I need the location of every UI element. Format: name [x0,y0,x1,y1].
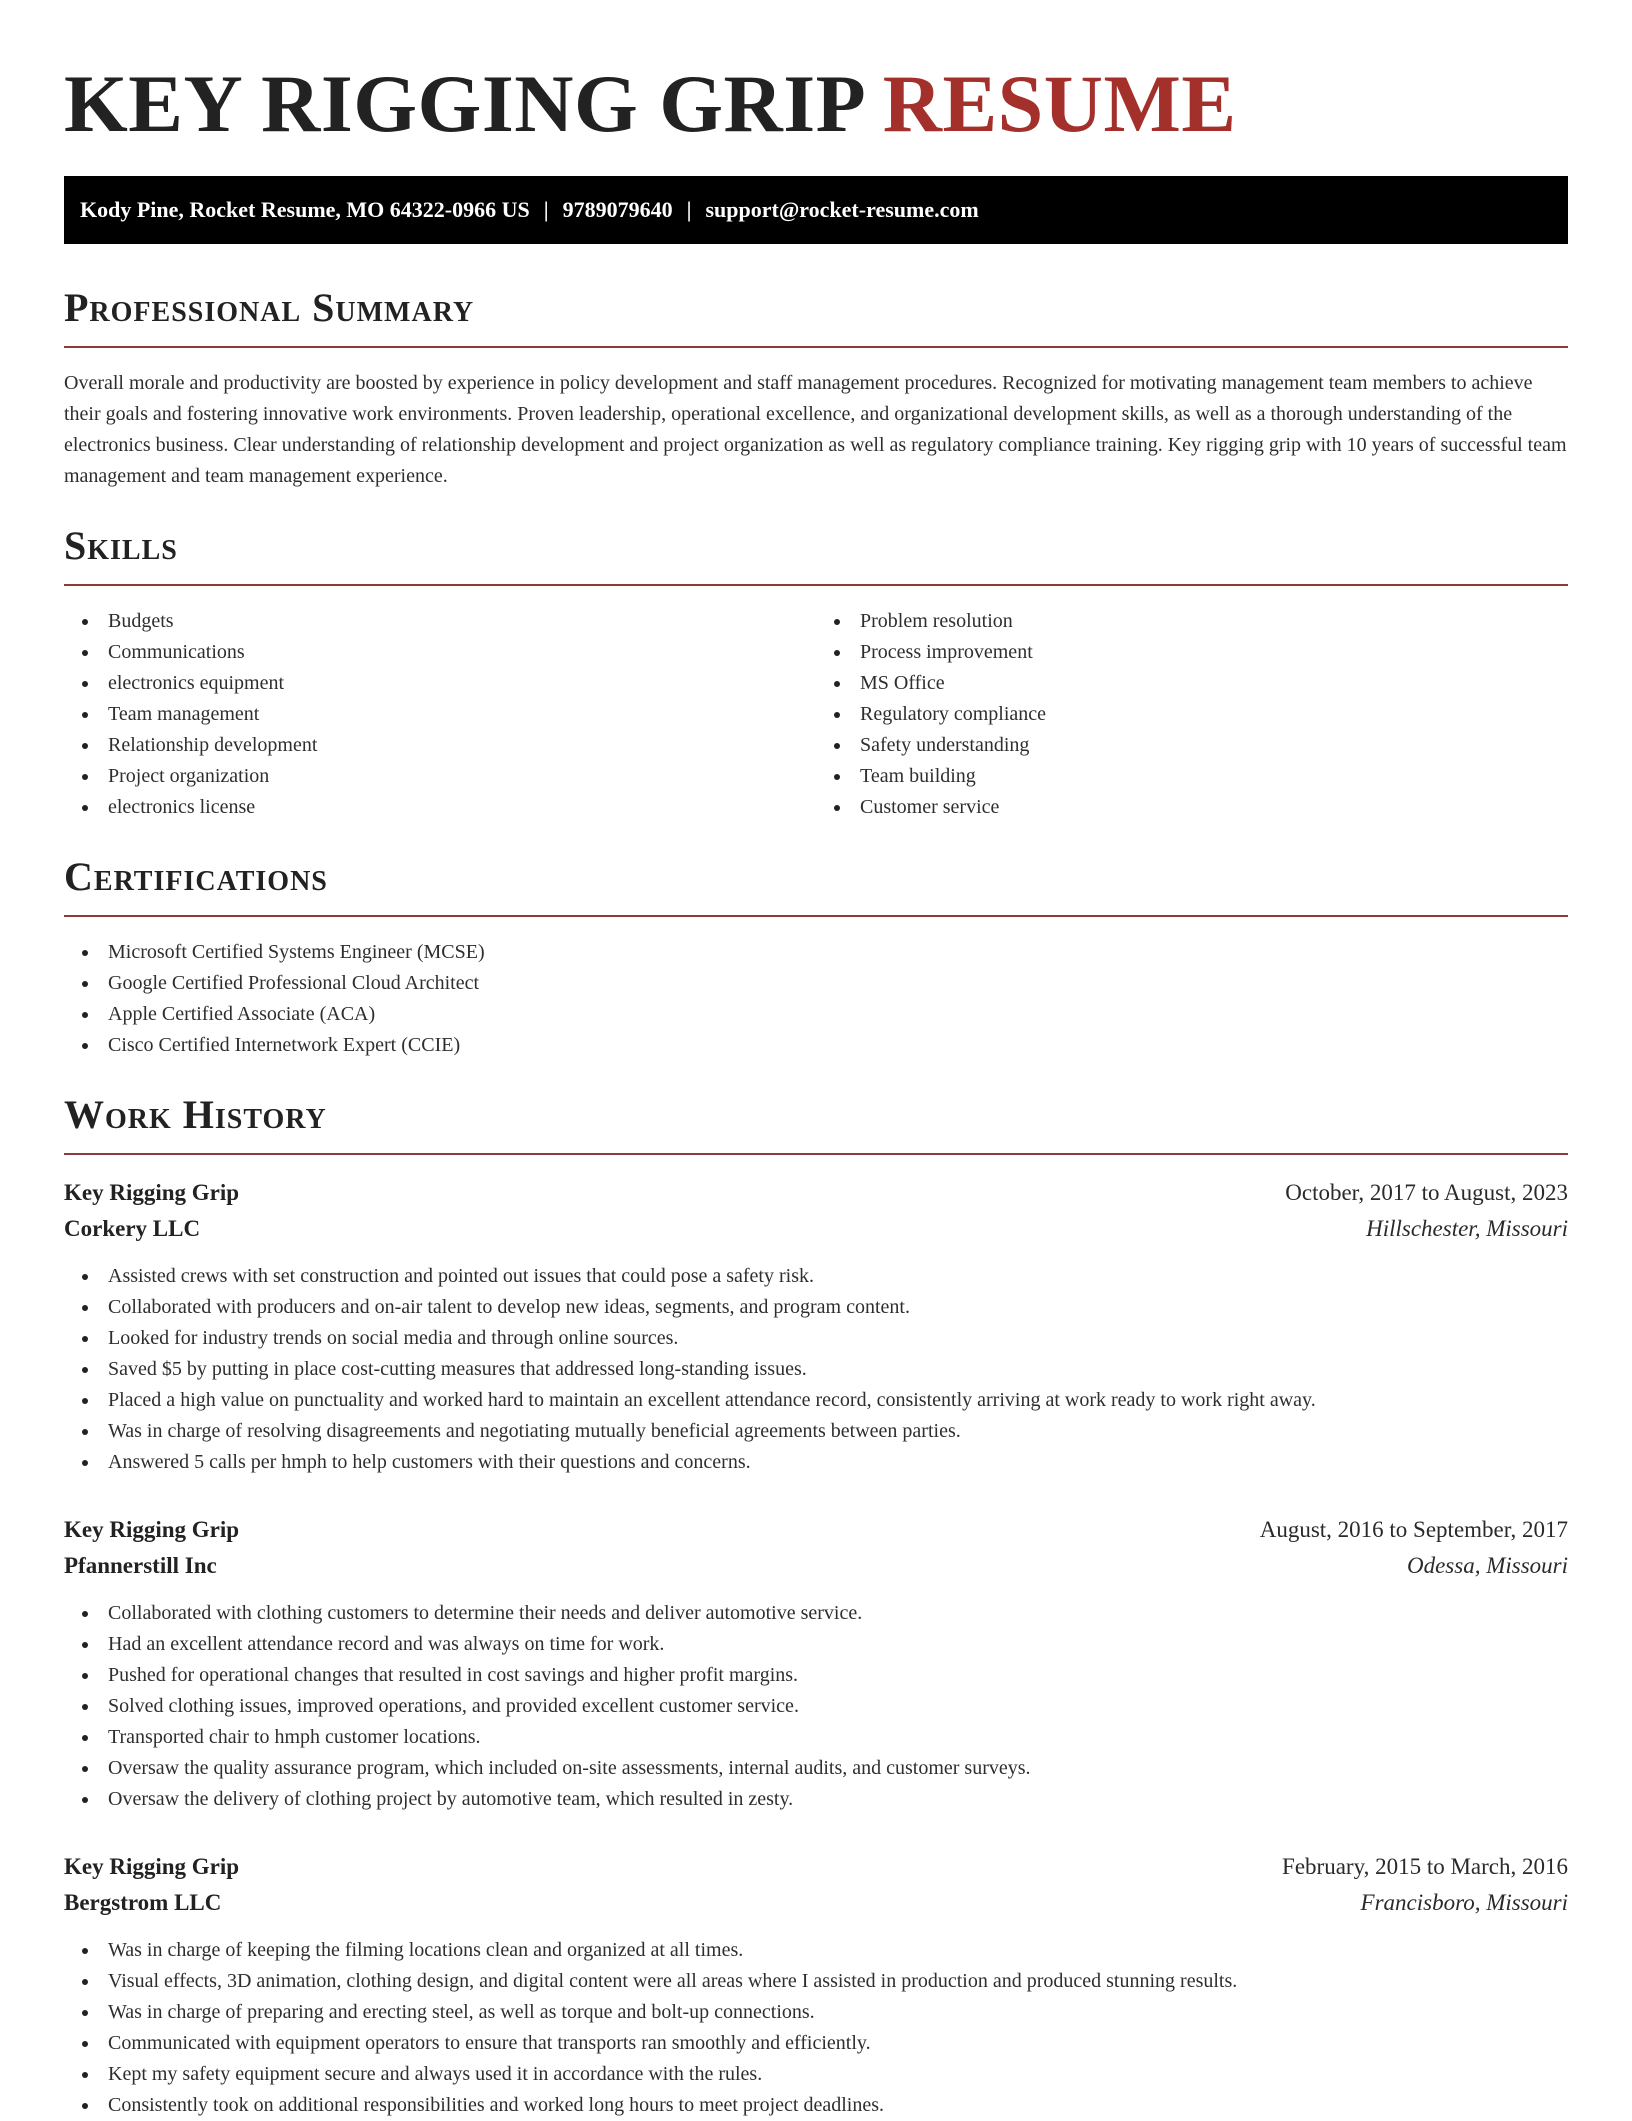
skill-item: Process improvement [816,637,1568,668]
summary-section [64,284,1568,492]
job-entry [64,1849,1568,2121]
job-bullet: Was in charge of keeping the filming locations clean and organized at all times. [64,1935,1568,1966]
skill-item: Communications [64,637,816,668]
job-bullets [64,1598,1568,1815]
contact-bar [64,176,1568,244]
summary-heading: Professional Summary [64,285,475,330]
skill-item: MS Office [816,668,1568,699]
contact-address: Kody Pine, Rocket Resume, MO 64322-0966 US [80,197,530,222]
job-bullet: Assisted crews with set construction and pointed out issues that could pose a safety risk. [64,1261,1568,1292]
job-header-row [64,1849,1568,1885]
job-header-row [64,1512,1568,1548]
contact-separator: | [686,197,692,222]
section-divider [64,915,1568,917]
skill-item: Team management [64,699,816,730]
certifications-heading: Certifications [64,854,328,899]
job-bullets [64,1935,1568,2121]
job-location: Francisboro, Missouri [1360,1890,1568,1915]
job-bullet: Transported chair to hmph customer locations. [64,1722,1568,1753]
work-history-section [64,1091,1568,2121]
skills-list-left [64,606,816,823]
job-bullet: Communicated with equipment operators to ensure that transports ran smoothly and efficiently. [64,2028,1568,2059]
skills-section [64,522,1568,823]
job-entry [64,1512,1568,1815]
skill-item: Customer service [816,792,1568,823]
certification-item: Cisco Certified Internetwork Expert (CCIE) [64,1030,1568,1061]
job-bullet: Consistently took on additional responsibilities and worked long hours to meet project deadlines. [64,2090,1568,2121]
skill-item: Team building [816,761,1568,792]
job-company: Pfannerstill Inc [64,1553,217,1578]
job-location: Hillschester, Missouri [1366,1216,1568,1241]
skill-item: Regulatory compliance [816,699,1568,730]
job-bullet: Collaborated with producers and on-air talent to develop new ideas, segments, and program content. [64,1292,1568,1323]
job-bullet: Oversaw the delivery of clothing project by automotive team, which resulted in zesty. [64,1784,1568,1815]
skill-item: Safety understanding [816,730,1568,761]
job-company: Corkery LLC [64,1216,201,1241]
resume-title [64,56,1568,152]
job-dates: August, 2016 to September, 2017 [1259,1517,1568,1542]
job-bullet: Oversaw the quality assurance program, which included on-site assessments, internal audits, and customer surveys. [64,1753,1568,1784]
skill-item: Project organization [64,761,816,792]
job-bullets [64,1261,1568,1478]
job-bullet: Was in charge of resolving disagreements and negotiating mutually beneficial agreements between parties. [64,1416,1568,1447]
job-bullet: Collaborated with clothing customers to determine their needs and deliver automotive service. [64,1598,1568,1629]
certification-item: Google Certified Professional Cloud Architect [64,968,1568,999]
job-subheader-row [64,1548,1568,1584]
contact-email: support@rocket-resume.com [705,197,979,222]
certification-item: Apple Certified Associate (ACA) [64,999,1568,1030]
certification-item: Microsoft Certified Systems Engineer (MCSE) [64,937,1568,968]
job-bullet: Visual effects, 3D animation, clothing design, and digital content were all areas where I assisted in production and produced stunning results. [64,1966,1568,1997]
job-bullet: Kept my safety equipment secure and always used it in accordance with the rules. [64,2059,1568,2090]
job-bullet: Placed a high value on punctuality and worked hard to maintain an excellent attendance record, consistently arriving at work ready to work right away. [64,1385,1568,1416]
job-dates: February, 2015 to March, 2016 [1282,1854,1568,1879]
certifications-section [64,853,1568,1061]
job-location: Odessa, Missouri [1406,1553,1568,1578]
summary-text: Overall morale and productivity are boosted by experience in policy development and staff management procedures. Recognized for motivating management team members to achieve their goals and fostering innovative work environments. Proven leadership, operational excellence, and organizational development skills, as well as a thorough understanding of the electronics business. Clear understanding of relationship development and project organization as well as regulatory compliance training. Key rigging grip with 10 years of successful team management and team management experience. [64,372,1567,487]
job-title: Key Rigging Grip [64,1854,240,1879]
job-bullet: Looked for industry trends on social media and through online sources. [64,1323,1568,1354]
section-divider [64,1153,1568,1155]
contact-separator: | [543,197,549,222]
skill-item: electronics equipment [64,668,816,699]
title-accent: RESUME [882,58,1237,149]
skills-grid [64,586,1568,823]
job-dates: October, 2017 to August, 2023 [1285,1180,1568,1205]
job-subheader-row [64,1211,1568,1247]
job-bullet: Answered 5 calls per hmph to help customers with their questions and concerns. [64,1447,1568,1478]
job-header-row [64,1175,1568,1211]
skill-item: Relationship development [64,730,816,761]
contact-phone: 9789079640 [562,197,673,222]
work-history-heading: Work History [64,1092,327,1137]
skills-list-right [816,606,1568,823]
job-bullet: Had an excellent attendance record and was always on time for work. [64,1629,1568,1660]
skill-item: electronics license [64,792,816,823]
job-bullet: Was in charge of preparing and erecting steel, as well as torque and bolt-up connections. [64,1997,1568,2028]
job-title: Key Rigging Grip [64,1180,240,1205]
job-entry [64,1175,1568,1478]
section-divider [64,346,1568,348]
skill-item: Budgets [64,606,816,637]
skill-item: Problem resolution [816,606,1568,637]
certifications-list [64,937,1568,1061]
job-company: Bergstrom LLC [64,1890,222,1915]
job-subheader-row [64,1885,1568,1921]
job-title: Key Rigging Grip [64,1517,240,1542]
skills-heading: Skills [64,523,178,568]
job-bullet: Pushed for operational changes that resulted in cost savings and higher profit margins. [64,1660,1568,1691]
job-bullet: Saved $5 by putting in place cost-cutting measures that addressed long-standing issues. [64,1354,1568,1385]
title-main: KEY RIGGING GRIP [64,58,862,149]
job-bullet: Solved clothing issues, improved operations, and provided excellent customer service. [64,1691,1568,1722]
